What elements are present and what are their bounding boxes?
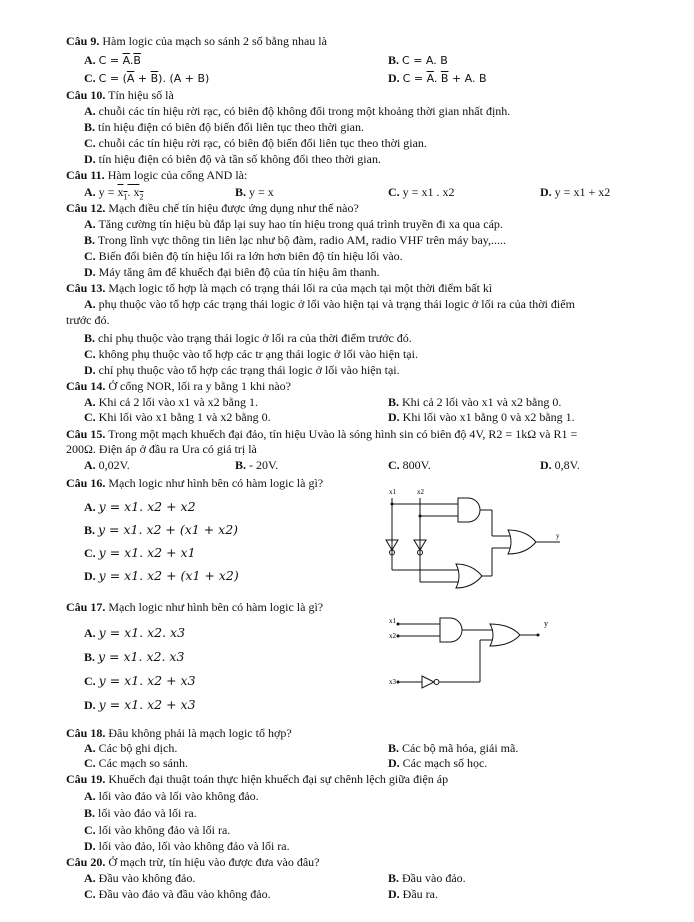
option-key: B. (84, 331, 96, 345)
formula: $C = \overline{A}$. $\overline{B} + A$. B (402, 72, 487, 85)
formula: y = x1. x2 + x1 (98, 545, 196, 560)
fig-y-label: y (556, 532, 560, 540)
option-10d[interactable] (84, 153, 381, 166)
question-label: Câu 14. (66, 379, 106, 393)
option-key: A. (84, 458, 96, 472)
question-text: Mạch logic như hình bên có hàm logic là gì? (108, 600, 324, 614)
question-label: Câu 9. (66, 34, 100, 48)
option-key: B. (388, 395, 400, 409)
option-11d[interactable] (540, 186, 610, 199)
option-15a[interactable] (84, 459, 130, 472)
option-15d[interactable] (540, 459, 580, 472)
option-key: C. (388, 458, 400, 472)
option-key: D. (84, 265, 96, 279)
option-key: D. (388, 887, 400, 901)
option-16d[interactable] (84, 569, 239, 583)
option-key: A. (84, 626, 96, 640)
question-text: Đâu không phải là mạch logic tổ hợp? (108, 726, 292, 740)
option-key: C. (84, 674, 96, 688)
option-16a[interactable] (84, 500, 196, 514)
option-9b[interactable] (388, 54, 448, 67)
option-14a[interactable] (84, 396, 258, 409)
option-key: B. (84, 523, 96, 537)
question-text: Hàm logic của cổng AND là: (107, 168, 248, 182)
question-19 (66, 773, 448, 786)
fig-y-label: y (544, 619, 548, 628)
option-11c[interactable] (388, 186, 454, 199)
option-key: B. (235, 185, 247, 199)
option-text: lối vào đảo, lối vào không đảo và lối ra. (98, 839, 290, 853)
option-text: - 20V. (249, 458, 279, 472)
question-label: Câu 16. (66, 476, 106, 490)
option-text: y = x1 + x2 (554, 185, 611, 199)
option-20a[interactable] (84, 872, 195, 885)
formula: y = x1. x2 + x2 (98, 499, 196, 514)
option-key: C. (388, 185, 400, 199)
option-14c[interactable] (84, 411, 271, 424)
option-12d[interactable] (84, 266, 380, 279)
option-key: A. (84, 53, 96, 67)
option-text: chuỗi các tín hiệu rời rạc, có biên độ biến đổi liên tục theo thời gian. (98, 136, 427, 150)
option-17a[interactable] (84, 626, 185, 640)
option-key: D. (540, 185, 552, 199)
option-9a[interactable] (84, 54, 141, 67)
option-16b[interactable] (84, 523, 238, 537)
option-key: A. (84, 185, 96, 199)
option-text: phụ thuộc vào tổ hợp các trạng thái logic ở lối vào hiện tại và trạng thái logic ở lối ra của thời điểm (98, 297, 575, 311)
option-20d[interactable] (388, 888, 438, 901)
option-text: 0,8V. (554, 458, 580, 472)
option-text: y = x (249, 185, 274, 199)
option-9d[interactable] (388, 72, 487, 85)
question-text: Mạch logic như hình bên có hàm logic là gì? (108, 476, 324, 490)
option-key: D. (388, 71, 400, 85)
formula: y = x1. x2 + x3 (98, 697, 196, 712)
question-9 (66, 35, 327, 48)
option-text: Tăng cường tín hiệu bù đắp lại suy hao tín hiệu trong quá trình truyền đi xa qua cáp. (98, 217, 503, 231)
option-12b[interactable] (84, 234, 506, 247)
option-key: B. (84, 120, 96, 134)
option-key: D. (84, 569, 96, 583)
option-19c[interactable] (84, 824, 230, 837)
option-key: A. (84, 789, 96, 803)
fig-x2-label: x2 (417, 488, 424, 496)
option-text: Khi cả 2 lối vào x1 và x2 bằng 0. (402, 395, 562, 409)
option-text: Đầu vào đảo. (402, 871, 466, 885)
question-16 (66, 477, 323, 490)
option-key: B. (388, 741, 400, 755)
option-18a[interactable] (84, 742, 177, 755)
question-text: Ở cổng NOR, lối ra y bằng 1 khi nào? (108, 379, 291, 393)
option-text: Trong lĩnh vực thông tin liên lạc như bộ đàm, radio AM, radio VHF trên máy bay,..... (97, 233, 506, 247)
question-13 (66, 282, 492, 295)
question-15-continued: 200Ω. Điện áp ở đầu ra Ura có giá trị là (66, 442, 257, 456)
question-text: Hàm logic của mạch so sánh 2 số bằng nhau là (102, 34, 327, 48)
option-key: C. (84, 823, 96, 837)
option-text: Máy tăng âm để khuếch đại biên độ của tín hiệu âm thanh. (98, 265, 380, 279)
option-key: B. (388, 871, 400, 885)
option-text: lối vào đảo và lối ra. (98, 806, 197, 820)
option-19b[interactable] (84, 807, 197, 820)
option-key: D. (84, 363, 96, 377)
option-key: C. (84, 410, 96, 424)
option-text: tín hiệu điện có biên độ biến đổi liên tục theo thời gian. (98, 120, 364, 134)
option-key: D. (540, 458, 552, 472)
option-key: B. (84, 806, 96, 820)
option-text: chuỗi các tín hiệu rời rạc, có biên độ không đổi trong một khoảng thời gian nhất định. (98, 104, 511, 118)
option-18c[interactable] (84, 757, 188, 770)
question-label: Câu 15. (66, 427, 106, 441)
option-key: A. (84, 500, 96, 514)
option-key: C. (84, 887, 96, 901)
option-text: 800V. (402, 458, 431, 472)
option-text: lối vào đảo và lối vào không đảo. (98, 789, 259, 803)
option-key: A. (84, 217, 96, 231)
option-18d[interactable] (388, 757, 487, 770)
option-key: C. (84, 347, 96, 361)
option-key: D. (84, 698, 96, 712)
question-14 (66, 380, 291, 393)
formula: $C = \overline{A}.\overline{B}$ (98, 54, 141, 67)
option-key: D. (84, 839, 96, 853)
option-16c[interactable] (84, 546, 196, 560)
question-label: Câu 20. (66, 855, 106, 869)
option-text: lối vào không đảo và lối ra. (98, 823, 231, 837)
option-key: C. (84, 71, 96, 85)
option-18b[interactable] (388, 742, 518, 755)
fig-x1-label: x1 (389, 617, 396, 625)
option-key: D. (84, 152, 96, 166)
question-label: Câu 10. (66, 88, 106, 102)
option-text: không phụ thuộc vào tổ hợp các tr ạng thái logic ở lối vào hiện tại. (98, 347, 418, 361)
question-11 (66, 169, 247, 182)
option-13c[interactable] (84, 348, 418, 361)
formula: y = x1. x2 + (x1 + x2) (98, 568, 239, 583)
question-10 (66, 89, 174, 102)
question-text: Tín hiệu số là (108, 88, 174, 102)
option-text: Đầu vào không đảo. (98, 871, 196, 885)
fig-x2-label: x2 (389, 632, 396, 640)
fig-x3-label: x3 (389, 678, 396, 686)
question-20 (66, 856, 319, 869)
question-label: Câu 17. (66, 600, 106, 614)
option-15c[interactable] (388, 459, 431, 472)
option-13b[interactable] (84, 332, 412, 345)
formula: $C = (\overline{A} + \overline{B})$. (A + B) (98, 72, 210, 85)
question-text: Trong một mạch khuếch đại đảo, tín hiệu Uvào là sóng hình sin có biên độ 4V, R2 = 1kΩ và R1 = (108, 427, 578, 441)
formula: y = x1. x2. x3 (98, 625, 186, 640)
question-17 (66, 601, 323, 614)
option-11a[interactable]: A. $y = x_1$. $x_2$ (84, 185, 144, 202)
option-17b[interactable] (84, 650, 184, 664)
question-label: Câu 12. (66, 201, 106, 215)
question-label: Câu 11. (66, 168, 105, 182)
option-key: B. (84, 233, 96, 247)
option-10c[interactable] (84, 137, 427, 150)
option-text: chỉ phụ thuộc vào tổ hợp các trạng thái logic ở lối vào hiện tại. (98, 363, 400, 377)
option-text: Các bộ mã hóa, giải mã. (402, 741, 519, 755)
option-key: A. (84, 104, 96, 118)
option-text: Khi lối vào x1 bằng 1 và x2 bằng 0. (98, 410, 271, 424)
option-13a[interactable] (84, 298, 575, 311)
question-15 (66, 428, 577, 441)
option-key: A. (84, 297, 96, 311)
option-12a[interactable] (84, 218, 503, 231)
option-14d[interactable] (388, 411, 575, 424)
option-13d[interactable] (84, 364, 400, 377)
question-text: Mạch logic tổ hợp là mạch có trạng thái lối ra của mạch tại một thời điểm bất kì (108, 281, 493, 295)
logic-circuit-figure-17 (388, 612, 568, 694)
option-text: y = x1 . x2 (402, 185, 455, 199)
question-12 (66, 202, 359, 215)
option-20b[interactable] (388, 872, 466, 885)
option-17d[interactable] (84, 698, 196, 712)
formula: y = x1. x2 + x3 (98, 673, 196, 688)
option-text: Đầu ra. (402, 887, 438, 901)
option-20c[interactable] (84, 888, 271, 901)
option-14b[interactable] (388, 396, 561, 409)
question-text: Mạch điều chế tín hiệu được ứng dụng như thế nào? (108, 201, 359, 215)
option-text: Các mạch số học. (402, 756, 488, 770)
option-text: Khi cả 2 lối vào x1 và x2 bằng 1. (98, 395, 258, 409)
option-text: Đầu vào đảo và đầu vào không đảo. (98, 887, 271, 901)
option-17c[interactable] (84, 674, 196, 688)
option-11b[interactable] (235, 186, 274, 199)
question-text: Ở mạch trừ, tín hiệu vào được đưa vào đâu? (108, 855, 320, 869)
question-label: Câu 18. (66, 726, 106, 740)
option-12c[interactable] (84, 250, 403, 263)
option-10b[interactable] (84, 121, 364, 134)
option-key: A. (84, 395, 96, 409)
option-key: C. (84, 249, 96, 263)
option-text: Các mạch so sánh. (98, 756, 188, 770)
option-key: C. (84, 136, 96, 150)
option-10a[interactable] (84, 105, 510, 118)
option-19a[interactable] (84, 790, 259, 803)
option-text: Khi lối vào x1 bằng 0 và x2 bằng 1. (402, 410, 575, 424)
question-text: Khuếch đại thuật toán thực hiện khuếch đại sự chênh lệch giữa điện áp (108, 772, 449, 786)
option-text: tín hiệu điện có biên độ và tần số không đổi theo thời gian. (98, 152, 381, 166)
option-key: B. (84, 650, 96, 664)
option-key: B. (388, 53, 400, 67)
option-key: C. (84, 546, 96, 560)
logic-circuit-figure-16 (380, 484, 580, 594)
option-text: Các bộ ghi dịch. (98, 741, 178, 755)
option-19d[interactable] (84, 840, 290, 853)
question-label: Câu 13. (66, 281, 106, 295)
option-9c[interactable] (84, 72, 209, 85)
question-18 (66, 727, 292, 740)
fig-x1-label: x1 (389, 488, 396, 496)
option-key: B. (235, 458, 247, 472)
option-text: Biến đổi biên độ tín hiệu lối ra lớn hơn biên độ tín hiệu lối vào. (98, 249, 403, 263)
option-text: chỉ phụ thuộc vào trạng thái logic ở lối ra của thời điểm trước đó. (98, 331, 412, 345)
option-key: D. (388, 756, 400, 770)
option-text: 0,02V. (98, 458, 130, 472)
option-key: A. (84, 871, 96, 885)
formula: y = x1. x2 + (x1 + x2) (98, 522, 239, 537)
option-key: D. (388, 410, 400, 424)
option-key: A. (84, 741, 96, 755)
question-label: Câu 19. (66, 772, 106, 786)
option-15b[interactable] (235, 459, 278, 472)
formula: C = A. B (402, 54, 448, 67)
option-13a-continued: trước đó. (66, 313, 110, 327)
option-key: C. (84, 756, 96, 770)
formula: y = x1. x2. x3 (98, 649, 185, 664)
